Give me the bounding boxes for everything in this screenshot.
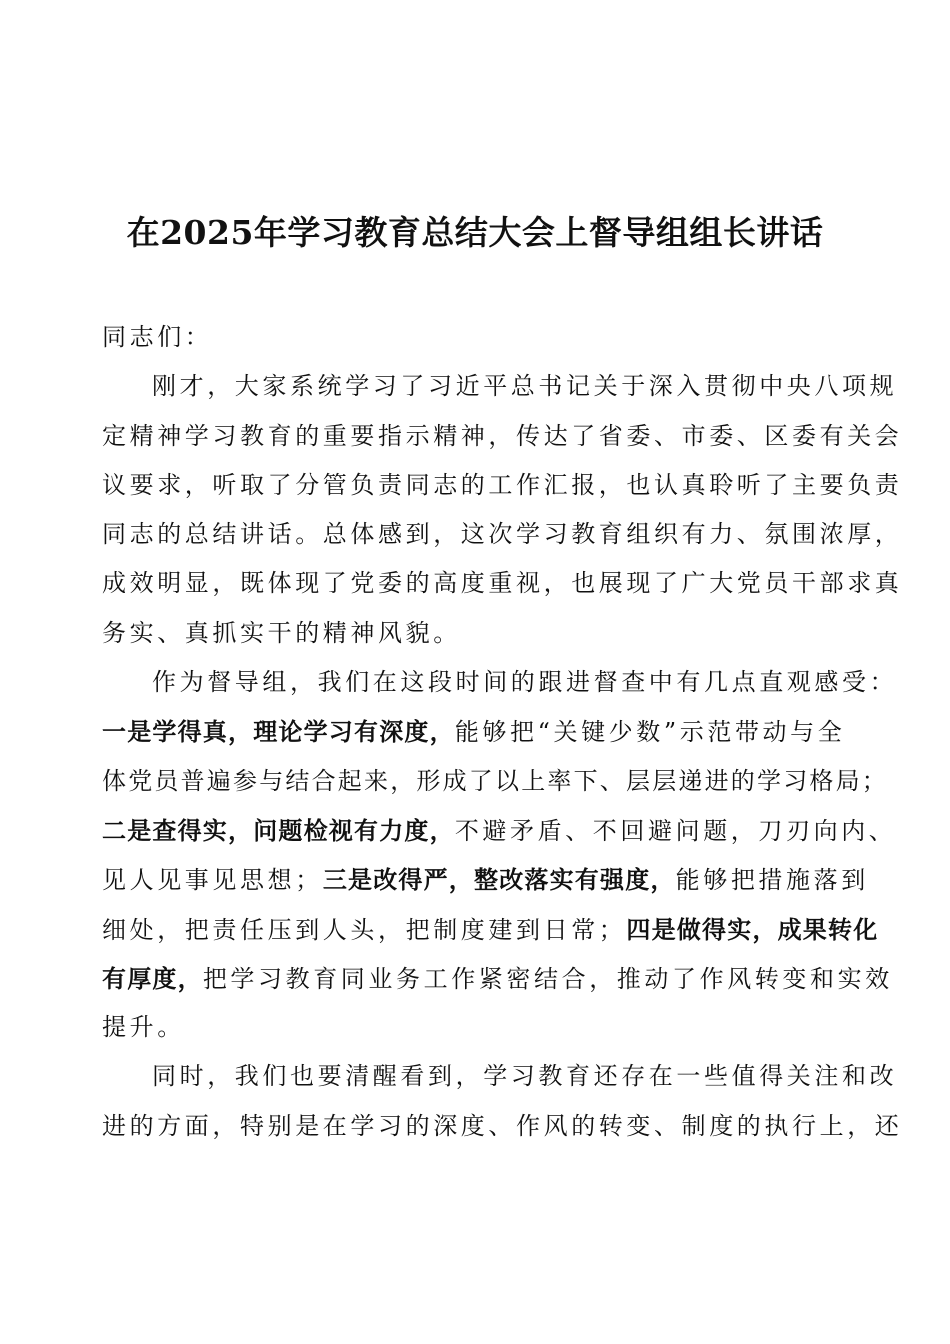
- bold-heading-run: 一是学得真，理论学习有深度，: [102, 717, 455, 747]
- paragraph-line: [102, 461, 903, 510]
- paragraph-line: [102, 855, 869, 904]
- bold-heading-run: 二是查得实，问题检视有力度，: [102, 815, 455, 845]
- paragraph-line: [102, 806, 897, 855]
- text-run: 务实、真抓实干的精神风貌。: [102, 618, 461, 647]
- text-run: 提升。: [102, 1013, 185, 1042]
- paragraph-line: [102, 510, 903, 559]
- paragraph-line: [102, 707, 862, 756]
- document-body: [102, 313, 903, 1151]
- text-run: 同时，我们也要清醒看到，学习教育还存在一些值得关注和改: [152, 1062, 898, 1091]
- paragraph-3: [102, 1052, 903, 1151]
- paragraph-line: [102, 362, 898, 411]
- paragraph-1: [102, 362, 903, 658]
- text-run: 定精神学习教育的重要指示精神，传达了省委、市委、区委有关会: [102, 421, 903, 450]
- text-run: 见人见事见思想；: [102, 866, 323, 895]
- text-run: 议要求，听取了分管负责同志的工作汇报，也认真聆听了主要负责: [102, 470, 903, 499]
- paragraph-line: [102, 559, 903, 608]
- bold-heading-run: 四是做得实，成果转化: [626, 914, 879, 944]
- paragraph-line: [102, 905, 879, 954]
- paragraph-line: [102, 658, 898, 707]
- text-run: 作为督导组，我们在这段时间的跟进督查中有几点直观感受：: [152, 668, 898, 697]
- text-run: 刚才，大家系统学习了习近平总书记关于深入贯彻中央八项规: [152, 372, 898, 401]
- paragraph-line: [102, 1003, 862, 1052]
- text-run: 能够把“关键少数”示范带动与全: [454, 718, 846, 747]
- text-run: 同志的总结讲话。总体感到，这次学习教育组织有力、氛围浓厚，: [102, 520, 903, 549]
- paragraph-line: [102, 1052, 898, 1101]
- paragraph-line: [102, 954, 893, 1003]
- text-run: 不避矛盾、不回避问题，刀刃向内、: [454, 816, 897, 845]
- bold-heading-run: 有厚度，: [102, 963, 203, 993]
- salutation: 同志们：: [102, 323, 213, 351]
- document-title: 在2025年学习教育总结大会上督导组组长讲话: [126, 213, 824, 252]
- text-run: 进的方面，特别是在学习的深度、作风的转变、制度的执行上，还: [102, 1111, 903, 1140]
- text-run: 把学习教育同业务工作紧密结合，推动了作风转变和实效: [202, 964, 893, 993]
- bold-heading-run: 三是改得严，整改落实有强度，: [322, 865, 676, 895]
- paragraph-line: [102, 412, 903, 461]
- text-run: 体党员普遍参与结合起来，形成了以上率下、层层递进的学习格局；: [102, 766, 888, 795]
- paragraph-2: [102, 658, 898, 1052]
- text-run: 能够把措施落到: [675, 866, 869, 895]
- text-run: 细处，把责任压到人头，把制度建到日常；: [102, 915, 627, 944]
- paragraph-line: [102, 609, 862, 658]
- paragraph-line: [102, 757, 888, 806]
- text-run: 成效明显，既体现了党委的高度重视，也展现了广大党员干部求真: [102, 569, 903, 598]
- paragraph-line: [102, 1102, 903, 1151]
